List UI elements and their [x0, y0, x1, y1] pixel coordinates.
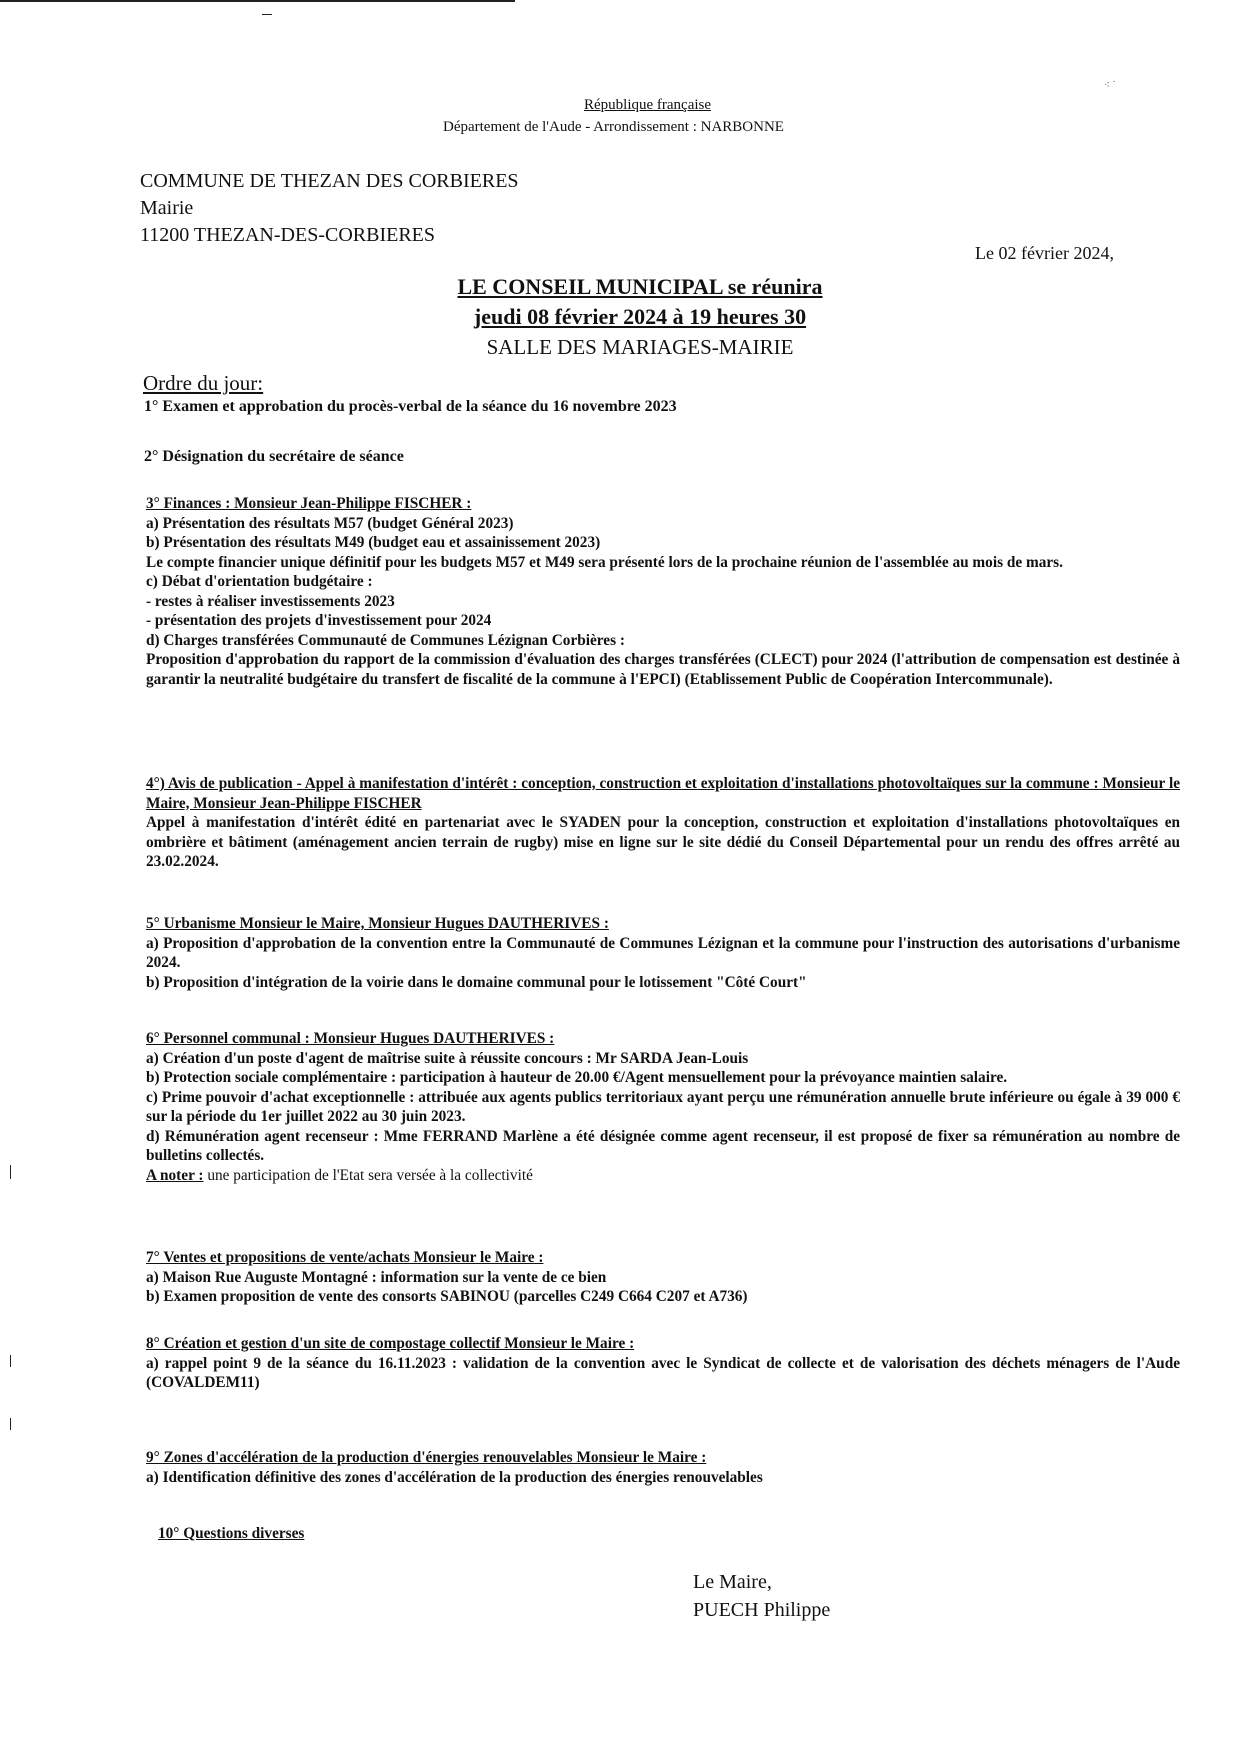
item5-b: b) Proposition d'intégration de la voirie dans le domaine communal pour le lotissement "Côté Court": [146, 973, 807, 991]
item3-note: Le compte financier unique définitif pour les budgets M57 et M49 sera présenté lors de la prochaine réunion de l'assemblée au mois de mars.: [146, 553, 1063, 571]
agenda-item-10: 10° Questions diverses: [158, 1525, 305, 1542]
item6-note-label: A noter :: [146, 1166, 204, 1184]
item6-note-text: une participation de l'Etat sera versée à la collectivité: [203, 1166, 533, 1184]
signature-name: PUECH Philippe: [693, 1599, 831, 1621]
item3-a: a) Présentation des résultats M57 (budget Général 2023): [146, 514, 514, 532]
agenda-item-2: 2° Désignation du secrétaire de séance: [144, 448, 404, 465]
item3-d-text: Proposition d'approbation du rapport de la commission d'évaluation des charges transférées (CLECT) pour 2024 (l'attribution de compensation est destinée à garantir la neutralité budgétaire du transfert de fiscalité de la commune à l'EPCI) (Etablissement Public de Coopération Intercommunale).: [146, 651, 1180, 688]
item7-a: a) Maison Rue Auguste Montagné : information sur la vente de ce bien: [146, 1268, 607, 1286]
agenda-item-6: [146, 1029, 1180, 1185]
agenda-item-8: [146, 1334, 1180, 1393]
agenda-item-4: [146, 774, 1180, 872]
agenda-item-7: [146, 1248, 1180, 1307]
agenda-item-9: [146, 1448, 1180, 1487]
scan-artifact-margin-mark: [10, 1165, 11, 1179]
sender-block: [140, 168, 519, 249]
sender-mairie: Mairie: [140, 197, 194, 219]
item3-c2: - présentation des projets d'investissement pour 2024: [146, 612, 492, 629]
agenda-item-3: [146, 494, 1180, 689]
item8-a: a) rappel point 9 de la séance du 16.11.2023 : validation de la convention avec le Syndicat de collecte et de valorisation des déchets ménagers de l'Aude (COVALDEM11): [146, 1354, 1180, 1391]
item3-title: 3° Finances : Monsieur Jean-Philippe FISCHER :: [146, 495, 472, 512]
item7-title: 7° Ventes et propositions de vente/achats Monsieur le Maire :: [146, 1249, 544, 1266]
meeting-title: LE CONSEIL MUNICIPAL se réunira: [457, 274, 823, 299]
item5-a: a) Proposition d'approbation de la convention entre la Communauté de Communes Lézignan et la commune pour l'instruction des autorisations d'urbanisme 2024.: [146, 934, 1180, 971]
header-republic: République française: [584, 97, 712, 113]
item6-a: a) Création d'un poste d'agent de maîtrise suite à réussite concours : Mr SARDA Jean-Louis: [146, 1049, 749, 1067]
signature-block: [693, 1568, 830, 1624]
item9-a: a) Identification définitive des zones d'accélération de la production des énergies renouvelables: [146, 1468, 763, 1486]
scan-artifact-margin-mark: [10, 1418, 11, 1430]
scan-artifact-speck: ⁖ ˙: [1104, 80, 1116, 91]
agenda-heading: Ordre du jour:: [143, 371, 264, 395]
sender-address: 11200 THEZAN-DES-CORBIERES: [140, 224, 435, 246]
item6-note: [146, 1166, 1180, 1186]
scan-artifact-mark: [262, 14, 272, 15]
item3-c1: - restes à réaliser investissements 2023: [146, 592, 395, 610]
item7-b: b) Examen proposition de vente des consorts SABINOU (parcelles C249 C664 C207 et A736): [146, 1288, 748, 1305]
meeting-venue: SALLE DES MARIAGES-MAIRIE: [486, 335, 794, 359]
meeting-datetime: jeudi 08 février 2024 à 19 heures 30: [473, 304, 807, 329]
meeting-block: [320, 272, 960, 362]
agenda-item-5: [146, 914, 1180, 992]
item3-d: d) Charges transférées Communauté de Communes Lézignan Corbières :: [146, 631, 625, 649]
item9-title: 9° Zones d'accélération de la production d'énergies renouvelables Monsieur le Maire :: [146, 1449, 707, 1466]
item6-d: d) Rémunération agent recenseur : Mme FERRAND Marlène a été désignée comme agent recenseur, il est proposé de fixer sa rémunération au nombre de bulletins collectés.: [146, 1127, 1180, 1164]
document-date: Le 02 février 2024,: [975, 243, 1114, 263]
item8-title: 8° Création et gestion d'un site de compostage collectif Monsieur le Maire :: [146, 1335, 635, 1352]
item4-title: 4°) Avis de publication - Appel à manifestation d'intérêt : conception, construction et exploitation d'installations photovoltaïques sur la commune : Monsieur le Maire, Monsieur Jean-Philippe FISCHER: [146, 775, 1180, 812]
header-department: Département de l'Aude - Arrondissement : NARBONNE: [443, 119, 784, 135]
item6-b: b) Protection sociale complémentaire : participation à hauteur de 20.00 €/Agent mensuellement pour la prévoyance maintien salaire.: [146, 1069, 1008, 1086]
scan-artifact-margin-mark: [10, 1355, 11, 1367]
item4-text: Appel à manifestation d'intérêt édité en partenariat avec le SYADEN pour la conception, construction et exploitation d'installations photovoltaïques en ombrière et bâtiment (aménagement ancien terrain de rugby) mise en ligne sur le site dédié du Conseil Départemental pour un rendu des offres arrêté au 23.02.2024.: [146, 814, 1180, 870]
agenda-item-1: 1° Examen et approbation du procès-verbal de la séance du 16 novembre 2023: [144, 398, 677, 415]
item3-b: b) Présentation des résultats M49 (budget eau et assainissement 2023): [146, 534, 601, 551]
signature-title: Le Maire,: [693, 1571, 772, 1593]
item6-title: 6° Personnel communal : Monsieur Hugues DAUTHERIVES :: [146, 1030, 555, 1047]
sender-commune: COMMUNE DE THEZAN DES CORBIERES: [140, 170, 519, 192]
item6-c: c) Prime pouvoir d'achat exceptionnelle : attribuée aux agents publics territoriaux ayant perçu une rémunération annuelle brute inférieure ou égale à 39 000 € sur la période du 1er juillet 2022 au 30 juin 2023.: [146, 1088, 1180, 1125]
item5-title: 5° Urbanisme Monsieur le Maire, Monsieur Hugues DAUTHERIVES :: [146, 915, 609, 932]
item3-c: c) Débat d'orientation budgétaire :: [146, 573, 373, 590]
scan-artifact-top-line: [0, 0, 515, 2]
